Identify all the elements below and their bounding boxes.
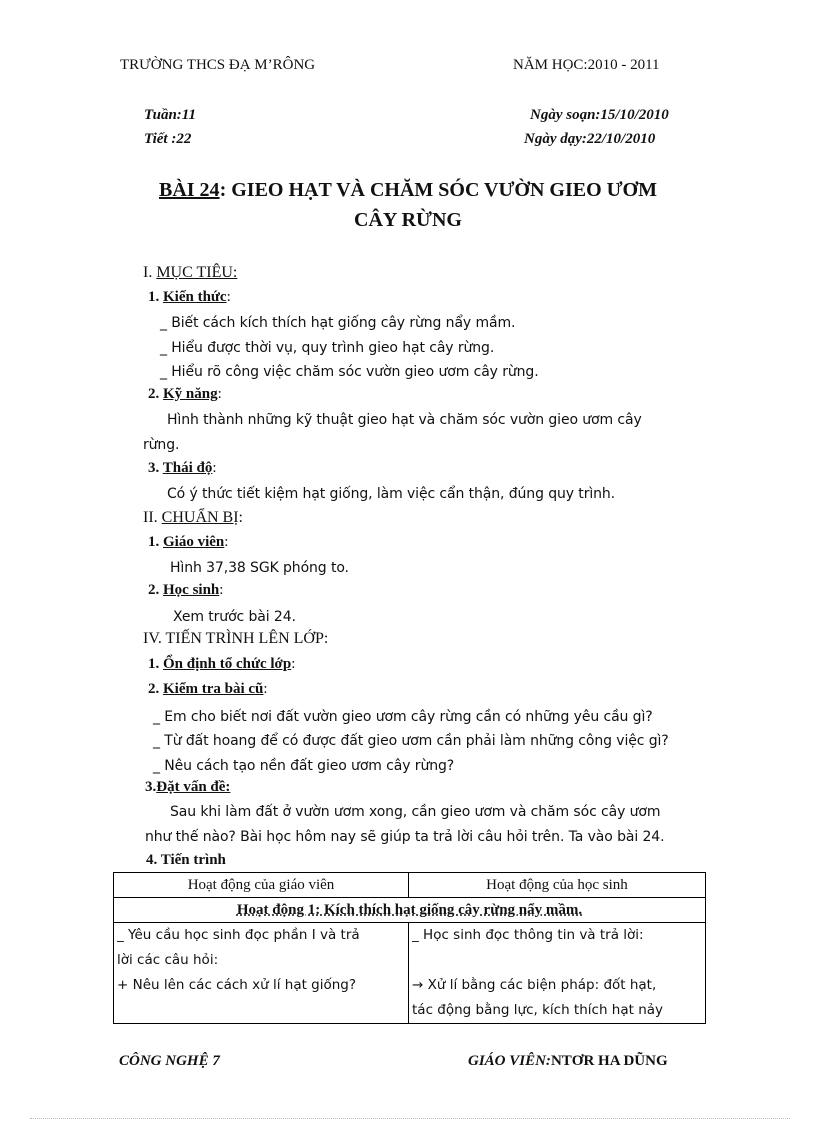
progress-label: 4. Tiến trình — [146, 852, 226, 868]
teacher-line: _ Yêu cầu học sinh đọc phần I và trả — [117, 927, 360, 943]
problem-text-line1: Sau khi làm đất ở vườn ươm xong, cần gieo ươm và chăm sóc cây ươm — [170, 804, 661, 820]
period-label: Tiết :22 — [144, 131, 192, 147]
col-teacher-header: Hoạt động của giáo viên — [114, 873, 409, 898]
review-question: _ Nêu cách tạo nền đất gieo ươm cây rừng? — [153, 758, 455, 774]
activity-table — [113, 872, 706, 1024]
student-line — [412, 948, 702, 973]
lesson-number: BÀI 24 — [158, 179, 220, 201]
page-bottom-divider — [30, 1118, 790, 1119]
knowledge-item: _ Hiểu rõ công việc chăm sóc vườn gieo ươm cây rừng. — [160, 364, 539, 380]
stabilize-heading: 1. Ổn định tổ chức lớp: — [148, 656, 296, 672]
skills-text-line1: Hình thành những kỹ thuật gieo hạt và chăm sóc vườn gieo ươm cây — [167, 412, 642, 428]
col-student-header: Hoạt động của học sinh — [409, 873, 706, 898]
attitude-text: Có ý thức tiết kiệm hạt giống, làm việc cẩn thận, đúng quy trình. — [167, 486, 616, 502]
knowledge-item: _ Hiểu được thời vụ, quy trình gieo hạt cây rừng. — [160, 340, 495, 356]
school-year: NĂM HỌC:2010 - 2011 — [513, 57, 660, 73]
review-question: _ Em cho biết nơi đất vườn gieo ươm cây rừng cần có những yêu cầu gì? — [153, 709, 653, 725]
skills-text-line2: rừng. — [143, 437, 180, 453]
review-question: _ Từ đất hoang để có được đất gieo ươm cần phải làm những công việc gì? — [153, 733, 669, 749]
student-prep-heading: 2. Học sinh: — [148, 582, 224, 598]
problem-heading: 3.Đặt vấn đề: — [145, 779, 231, 795]
student-activity-cell — [409, 923, 706, 1024]
student-prep-text: Xem trước bài 24. — [173, 609, 296, 625]
teacher-prep-heading: 1. Giáo viên: — [148, 534, 229, 550]
teacher-line: + Nêu lên các cách xử lí hạt giống? — [117, 977, 357, 993]
prep-date: Ngày soạn:15/10/2010 — [530, 107, 669, 123]
activity-1-title: Hoạt động 1: Kích thích hạt giống cây rừng nẩy mầm. — [114, 898, 706, 923]
preparation-heading: CHUẨN BỊ — [161, 509, 239, 526]
activity-row — [114, 898, 706, 923]
section-preparation: II. CHUẨN BỊ: — [143, 509, 243, 526]
table-header-row — [114, 873, 706, 898]
student-line: _ Học sinh đọc thông tin và trả lời: — [412, 927, 644, 943]
review-heading: 2. Kiểm tra bài cũ: — [148, 681, 268, 697]
knowledge-item: _ Biết cách kích thích hạt giống cây rừng nẩy mầm. — [160, 315, 516, 331]
week-label: Tuần:11 — [144, 107, 196, 123]
section-objectives: I. MỤC TIÊU: — [143, 264, 238, 281]
table-row — [114, 923, 706, 1024]
teacher-activity-cell — [114, 923, 409, 1024]
skills-heading: 2. Kỹ năng: — [148, 386, 222, 402]
lesson-title-line1: : GIEO HẠT VÀ CHĂM SÓC VƯỜN GIEO ƯƠM — [219, 179, 657, 201]
problem-text-line2: như thế nào? Bài học hôm nay sẽ giúp ta trả lời câu hỏi trên. Ta vào bài 24. — [145, 829, 665, 845]
section-procedure: IV. TIẾN TRÌNH LÊN LỚP: — [143, 630, 329, 647]
teacher-prep-text: Hình 37,38 SGK phóng to. — [170, 560, 349, 576]
footer-teacher: GIÁO VIÊN:NTƠR HA DŨNG — [468, 1053, 668, 1069]
attitude-heading: 3. Thái độ: — [148, 460, 217, 476]
student-line: tác động bằng lực, kích thích hạt nảy — [412, 1002, 664, 1018]
school-name: TRƯỜNG THCS ĐẠ M’RÔNG — [120, 57, 316, 73]
footer-subject: CÔNG NGHỆ 7 — [119, 1053, 220, 1069]
teacher-line: lời các câu hỏi: — [117, 952, 219, 968]
student-line: → Xử lí bằng các biện pháp: đốt hạt, — [412, 977, 657, 993]
lesson-title-line2: CÂY RỪNG — [354, 209, 462, 231]
knowledge-heading: 1. Kiến thức: — [148, 289, 231, 305]
teach-date: Ngày dạy:22/10/2010 — [524, 131, 656, 147]
objectives-heading: MỤC TIÊU: — [156, 264, 238, 281]
lesson-title — [0, 179, 816, 202]
